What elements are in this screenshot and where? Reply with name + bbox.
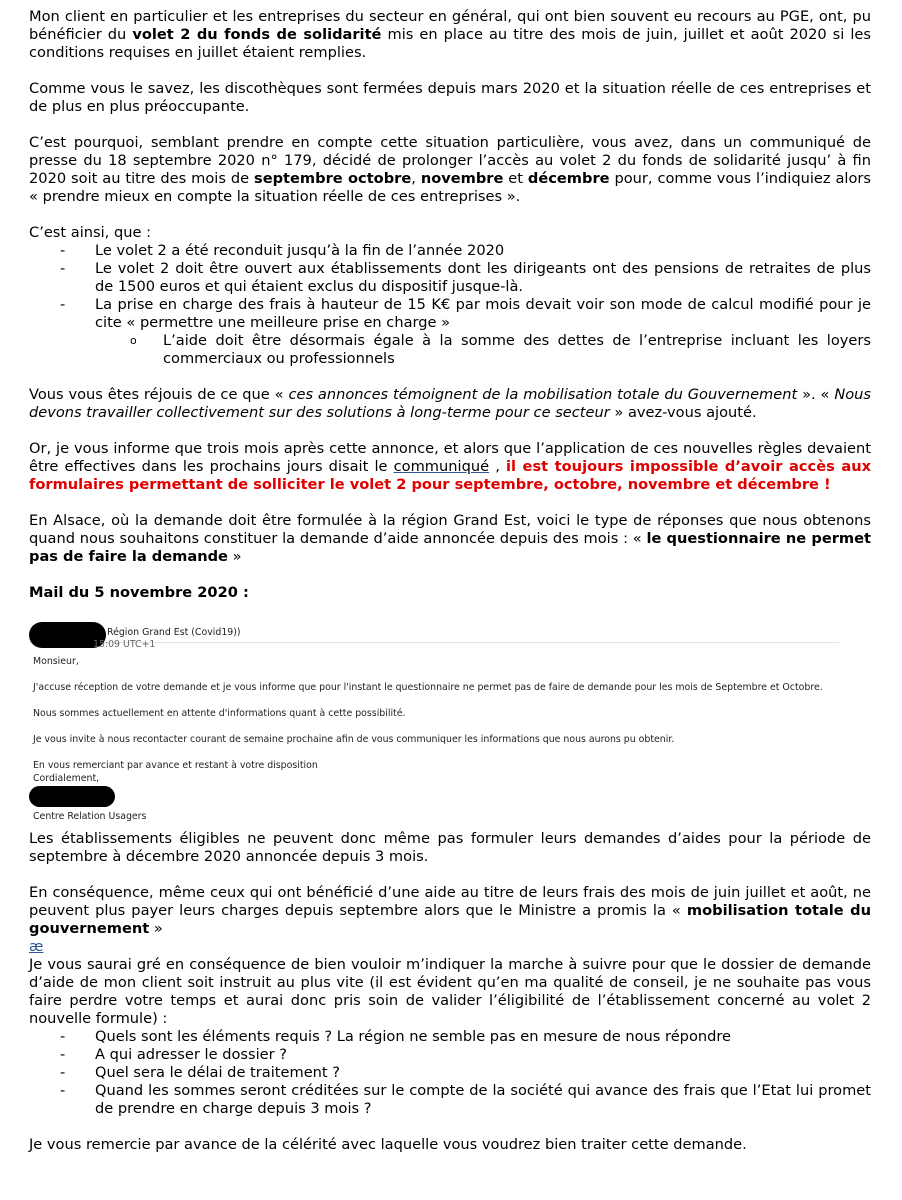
stray-character: æ <box>29 938 44 955</box>
email-line: Nous sommes actuellement en attente d'informations quant à cette possibilité. <box>33 708 406 719</box>
paragraph-discotheques: Comme vous le savez, les discothèques sont fermées depuis mars 2020 et la situation réelle de ces entreprises et de plus en plus préoccupante. <box>29 80 871 115</box>
paragraph-impossible: Or, je vous informe que trois mois après cette annonce, et alors que l’application de ces nouvelles règles devaient être effectives dans les prochains jours disait le communiqué , il est toujours impossible d’avoir accès aux formulaires permettant de solliciter le volet 2 pour septembre, octobre, novembre et décembre ! <box>29 440 872 493</box>
list-item: - Quand les sommes seront créditées sur le compte de la société qui avance des frais que l’Etat lui promet de prendre en charge depuis 3 mois ? <box>29 1082 871 1118</box>
paragraph-communique: C’est pourquoi, semblant prendre en compte cette situation particulière, vous avez, dans un communiqué de presse du 18 septembre 2020 n° 179, décidé de prolonger l’accès au volet 2 du fonds de solidarité jusqu’ à fin 2020 soit au titre des mois de septembre octobre, novembre et décembre pour, comme vous l’indiquiez alors « prendre mieux en compte la situation réelle de ces entreprises ». <box>29 134 871 205</box>
redacted-signature <box>29 786 115 807</box>
bold-volet2: volet 2 du fonds de solidarité <box>132 26 382 43</box>
measures-list <box>29 242 871 332</box>
list-item: - Quels sont les éléments requis ? La région ne semble pas en mesure de nous répondre <box>29 1028 871 1046</box>
email-closing: En vous remerciant par avance et restant à votre disposition <box>33 760 318 771</box>
email-screenshot <box>29 608 871 826</box>
paragraph-eligibles: Les établissements éligibles ne peuvent donc même pas formuler leurs demandes d’aides pour la période de septembre à décembre 2020 annoncée depuis 3 mois. <box>29 830 871 865</box>
list-item: - La prise en charge des frais à hauteur de 15 K€ par mois devait voir son mode de calcul modifié pour je cite « permettre une meilleure prise en charge » <box>29 296 871 332</box>
letter-body <box>29 0 871 1154</box>
measures-sublist <box>29 332 871 368</box>
list-item: - Le volet 2 doit être ouvert aux établissements dont les dirigeants ont des pensions de retraites de plus de 1500 euros et qui étaient exclus du dispositif jusque-là. <box>29 260 871 296</box>
email-sender: Région Grand Est (Covid19)) <box>107 627 241 638</box>
red-warning: il est toujours impossible d’avoir accès aux formulaires permettant de solliciter le volet 2 pour septembre, octobre, novembre et décembre ! <box>29 458 872 493</box>
paragraph-consequence: En conséquence, même ceux qui ont bénéficié d’une aide au titre de leurs frais des mois de juin juillet et août, ne peuvent plus payer leurs charges depuis septembre alors que le Ministre a promis la « mobilisation totale du gouvernement » <box>29 884 872 937</box>
list-item: - A qui adresser le dossier ? <box>29 1046 871 1064</box>
paragraph-quote: Vous vous êtes réjouis de ce que « ces annonces témoignent de la mobilisation totale du Gouvernement ». « Nous devons travailler collectivement sur des solutions à long-terme pour ce secteur » avez-vous ajouté. <box>29 386 872 421</box>
paragraph-intro-list: C’est ainsi, que : <box>29 224 152 241</box>
paragraph-pge: Mon client en particulier et les entreprises du secteur en général, qui ont bien souvent eu recours au PGE, ont, pu bénéficier du volet 2 du fonds de solidarité mis en place au titre des mois de juin, juillet et août 2020 si les conditions requises en juillet étaient remplies. <box>29 8 872 61</box>
list-subitem: o L’aide doit être désormais égale à la somme des dettes de l’entreprise incluant les loyers commerciaux ou professionnels <box>29 332 871 368</box>
email-closing: Cordialement, <box>33 773 100 784</box>
email-greeting: Monsieur, <box>33 656 79 667</box>
email-line: J'accuse réception de votre demande et je vous informe que pour l'instant le questionnaire ne permet pas de faire de demande pour les mois de Septembre et Octobre. <box>33 682 823 693</box>
email-top-blurred-line <box>29 610 529 616</box>
communique-link[interactable]: communiqué <box>393 458 490 475</box>
questions-list <box>29 1028 871 1118</box>
paragraph-alsace: En Alsace, où la demande doit être formulée à la région Grand Est, voici le type de réponses que nous obtenons quand nous souhaitons constituer la demande d’aide annoncée depuis des mois : « le questionnaire ne permet pas de faire la demande » <box>29 512 871 565</box>
mail-heading: Mail du 5 novembre 2020 : <box>29 584 249 601</box>
paragraph-request: Je vous saurai gré en conséquence de bien vouloir m’indiquer la marche à suivre pour que le dossier de demande d’aide de mon client soit instruit au plus vite (il est évident qu’en ma qualité de conseil, je ne souhaite pas vous faire perdre votre temps et aurai donc pris soin de valider l’éligibilité de l’établissement concerné au volet 2 nouvelle formule) : <box>29 956 871 1027</box>
list-item: - Quel sera le délai de traitement ? <box>29 1064 871 1082</box>
email-time: 15:09 UTC+1 <box>93 639 156 650</box>
email-line: Je vous invite à nous recontacter courant de semaine prochaine afin de vous communiquer les informations que nous aurons pu obtenir. <box>33 734 675 745</box>
email-signature: Centre Relation Usagers <box>33 811 147 822</box>
paragraph-closing: Je vous remercie par avance de la célérité avec laquelle vous voudrez bien traiter cette demande. <box>29 1136 747 1153</box>
list-item: - Le volet 2 a été reconduit jusqu’à la fin de l’année 2020 <box>29 242 871 260</box>
